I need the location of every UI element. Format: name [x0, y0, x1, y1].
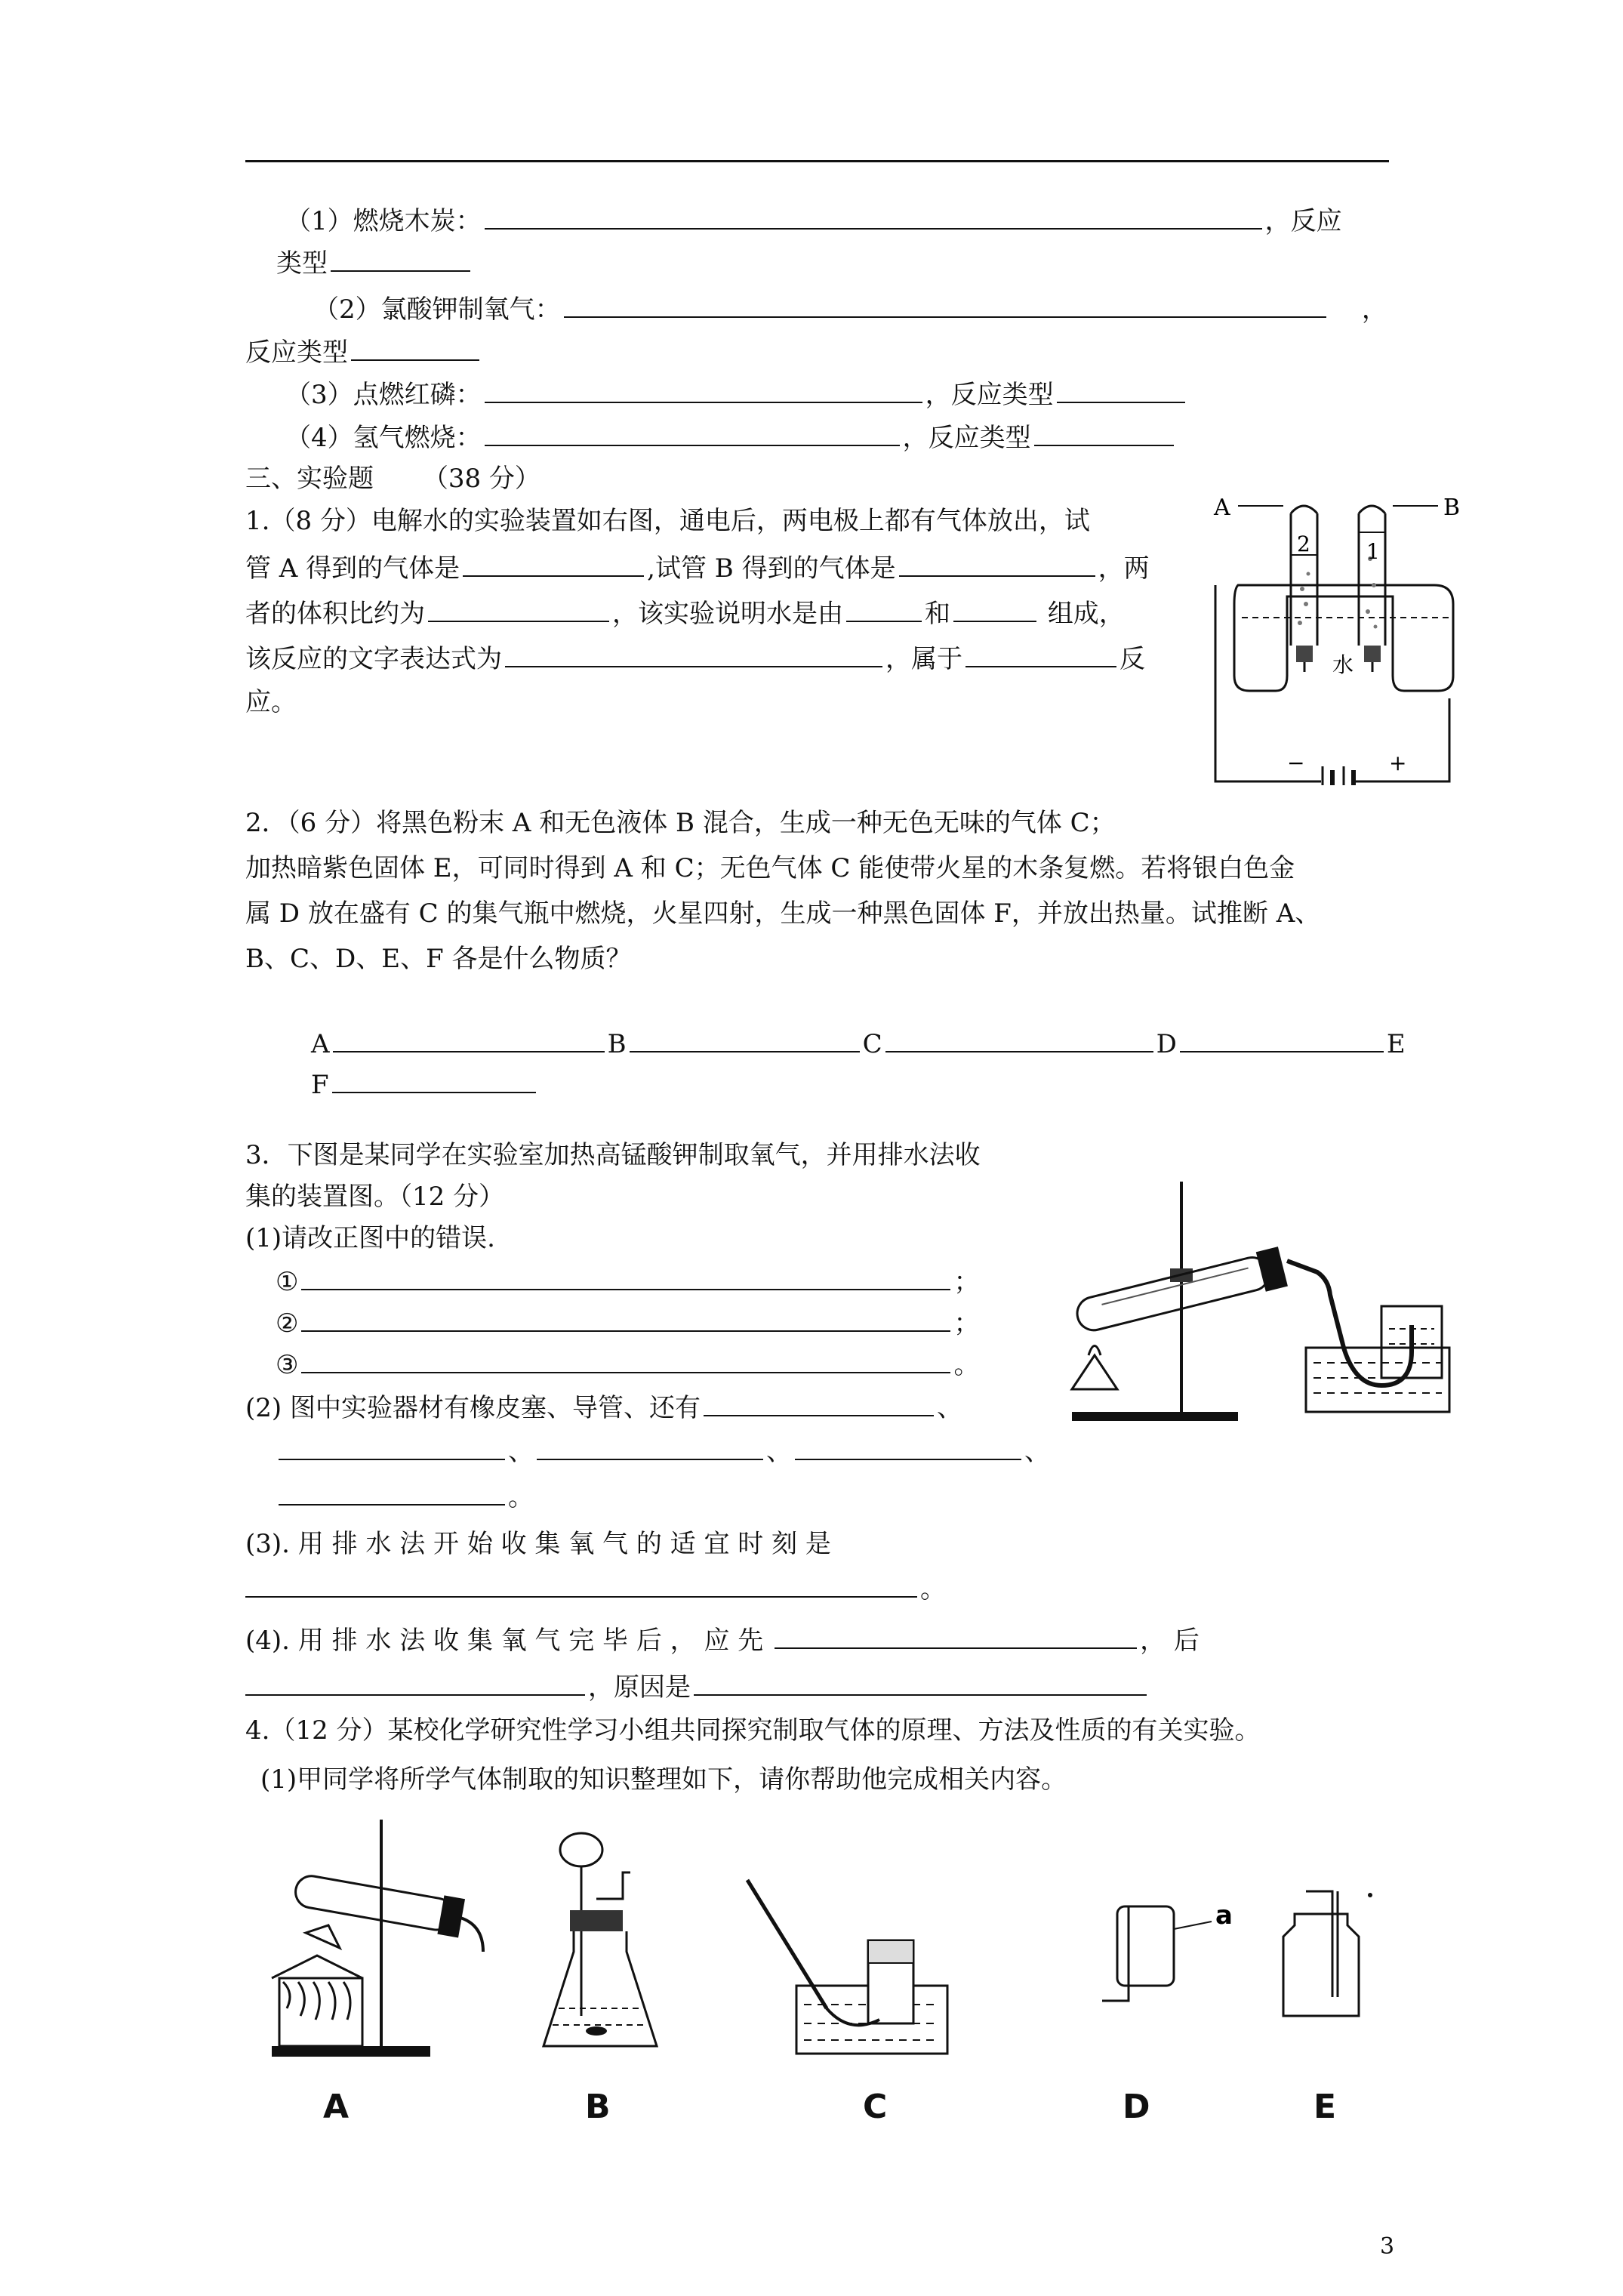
- p1-line1: 1.（8 分）电解水的实验装置如右图，通电后，两电极上都有气体放出，试: [245, 506, 1090, 536]
- p3-blank-then[interactable]: [245, 1669, 585, 1696]
- p1-line3: 者的体积比约为 ，该实验说明水是由 和 组成，: [245, 595, 1125, 630]
- electrolysis-svg: [1208, 483, 1472, 785]
- apparatus-D-svg: [1091, 1895, 1249, 2031]
- q4-line: （4）氢气燃烧： ，反应类型: [285, 419, 1177, 455]
- electrolysis-figure: [1208, 483, 1472, 785]
- p3-blank-c1[interactable]: [301, 1263, 950, 1290]
- p3-blank-first[interactable]: [775, 1622, 1137, 1649]
- p3-sub2: (2) 图中实验器材有橡皮塞、导管、还有 、: [245, 1389, 962, 1425]
- p1-line5: 应。: [245, 687, 297, 717]
- p2-line3: 属 D 放在盛有 C 的集气瓶中燃烧，火星四射，生成一种黑色固体 F，并放出热量。试推断 A、: [245, 898, 1321, 929]
- page-number: 3: [1380, 2233, 1395, 2260]
- kmno4-svg: [1057, 1170, 1457, 1427]
- q3-type-blank[interactable]: [1057, 376, 1185, 403]
- q1-type-line: 类型: [276, 245, 473, 280]
- p1-blank-ratio[interactable]: [428, 595, 609, 622]
- p4-line1: 4.（12 分）某校化学研究性学习小组共同探究制取气体的原理、方法及性质的有关实验。: [245, 1715, 1261, 1746]
- p1-line2: 管 A 得到的气体是 ,试管 B 得到的气体是 ，两: [245, 550, 1150, 585]
- p1-blank-el1[interactable]: [846, 595, 922, 622]
- q3-blank[interactable]: [485, 376, 922, 403]
- apparatus-D: [1091, 1895, 1249, 2031]
- p1-line4: 该反应的文字表达式为 ，属于 反: [245, 640, 1145, 676]
- p2-blank-F[interactable]: [332, 1066, 536, 1093]
- fig-plus: +: [1389, 750, 1407, 775]
- q2-line: （2）氯酸钾制氧气： ，: [313, 291, 1387, 326]
- fig-minus: −: [1287, 750, 1305, 775]
- p2-line2: 加热暗紫色固体 E，可同时得到 A 和 C；无色气体 C 能使带火星的木条复燃。若将银白色金: [245, 853, 1295, 883]
- p3-sub1: (1)请改正图中的错误.: [245, 1223, 495, 1253]
- p2-answers-row1: A B C D E: [311, 1025, 1406, 1061]
- p3-sub3-row2: 。: [245, 1570, 946, 1606]
- fig-label-A: A: [1214, 495, 1230, 521]
- q4-blank[interactable]: [485, 419, 900, 446]
- fig-water: 水: [1332, 652, 1354, 677]
- apparatus-label-B: B: [585, 2088, 611, 2126]
- p1-blank-type[interactable]: [965, 640, 1116, 667]
- q1-line: （1）燃烧木炭： ，反应: [285, 202, 1342, 238]
- fig-label-B: B: [1443, 495, 1461, 521]
- fig-tube-2: 2: [1297, 532, 1310, 556]
- p3-corr1: ① ；: [276, 1263, 979, 1299]
- p2-line4: B、C、D、E、F 各是什么物质？: [245, 944, 632, 974]
- p3-blank-time[interactable]: [245, 1570, 917, 1598]
- q1-type-blank[interactable]: [331, 245, 470, 272]
- header-rule: [245, 160, 1389, 162]
- section3-heading: 三、实验题 （38 分）: [245, 464, 540, 494]
- p3-blank-eq1[interactable]: [704, 1389, 934, 1416]
- p3-corr2: ② ；: [276, 1305, 979, 1340]
- apparatus-A: [257, 1820, 498, 2069]
- p4-line2: (1)甲同学将所学气体制取的知识整理如下，请你帮助他完成相关内容。: [260, 1764, 1067, 1795]
- p2-answers-row2: F: [311, 1066, 539, 1102]
- p3-blank-c2[interactable]: [301, 1305, 950, 1332]
- q4-type-blank[interactable]: [1034, 419, 1174, 446]
- q2-blank[interactable]: [564, 291, 1326, 318]
- q3-line: （3）点燃红磷： ，反应类型: [285, 376, 1188, 411]
- p3-sub4: (4). 用 排 水 法 收 集 氧 气 完 毕 后 ， 应 先 ， 后: [245, 1622, 1200, 1657]
- apparatus-label-D: D: [1123, 2088, 1150, 2126]
- p3-sub2-row3: 。: [276, 1478, 534, 1514]
- apparatus-C: [736, 1872, 955, 2061]
- apparatus-D-a: a: [1215, 1900, 1233, 1931]
- p3-sub2-row2: 、 、 、: [276, 1433, 1050, 1469]
- apparatus-label-E: E: [1313, 2088, 1337, 2126]
- q2-type-blank[interactable]: [351, 334, 479, 361]
- p3-corr3: ③ 。: [276, 1346, 979, 1382]
- fig-tube-1: 1: [1366, 539, 1380, 564]
- apparatus-label-A: A: [323, 2088, 350, 2126]
- apparatus-A-svg: [257, 1820, 498, 2069]
- apparatus-C-svg: [736, 1872, 955, 2061]
- p3-sub4-row2: ，原因是: [245, 1669, 1150, 1704]
- p2-blank-D[interactable]: [1180, 1025, 1384, 1052]
- apparatus-B: [528, 1827, 672, 2069]
- p3-sub3: (3). 用 排 水 法 开 始 收 集 氧 气 的 适 宜 时 刻 是: [245, 1529, 831, 1559]
- p3-blank-eq2[interactable]: [279, 1433, 505, 1460]
- p1-blank-a[interactable]: [463, 550, 644, 577]
- apparatus-label-C: C: [863, 2088, 888, 2126]
- p3-blank-eq5[interactable]: [279, 1478, 505, 1505]
- p2-blank-A[interactable]: [333, 1025, 605, 1052]
- p1-blank-b[interactable]: [899, 550, 1095, 577]
- q1-blank[interactable]: [485, 202, 1262, 230]
- apparatus-E: [1276, 1884, 1381, 2027]
- p3-blank-c3[interactable]: [301, 1346, 950, 1373]
- apparatus-E-svg: [1276, 1884, 1381, 2027]
- p3-blank-eq4[interactable]: [795, 1433, 1021, 1460]
- p2-blank-C[interactable]: [885, 1025, 1153, 1052]
- p1-blank-el2[interactable]: [953, 595, 1036, 622]
- kmno4-apparatus-figure: [1057, 1170, 1457, 1427]
- p3-line1: 3．下图是某同学在实验室加热高锰酸钾制取氧气，并用排水法收: [245, 1140, 981, 1170]
- p3-line2: 集的装置图。（12 分）: [245, 1182, 505, 1212]
- p2-blank-B[interactable]: [630, 1025, 860, 1052]
- p3-blank-reason[interactable]: [694, 1669, 1147, 1696]
- apparatus-B-svg: [528, 1827, 672, 2069]
- q2-type-line: 反应类型: [245, 334, 482, 369]
- p3-blank-eq3[interactable]: [537, 1433, 763, 1460]
- p2-line1: 2．（6 分）将黑色粉末 A 和无色液体 B 混合，生成一种无色无味的气体 C；: [245, 808, 1116, 838]
- p1-blank-eq[interactable]: [505, 640, 882, 667]
